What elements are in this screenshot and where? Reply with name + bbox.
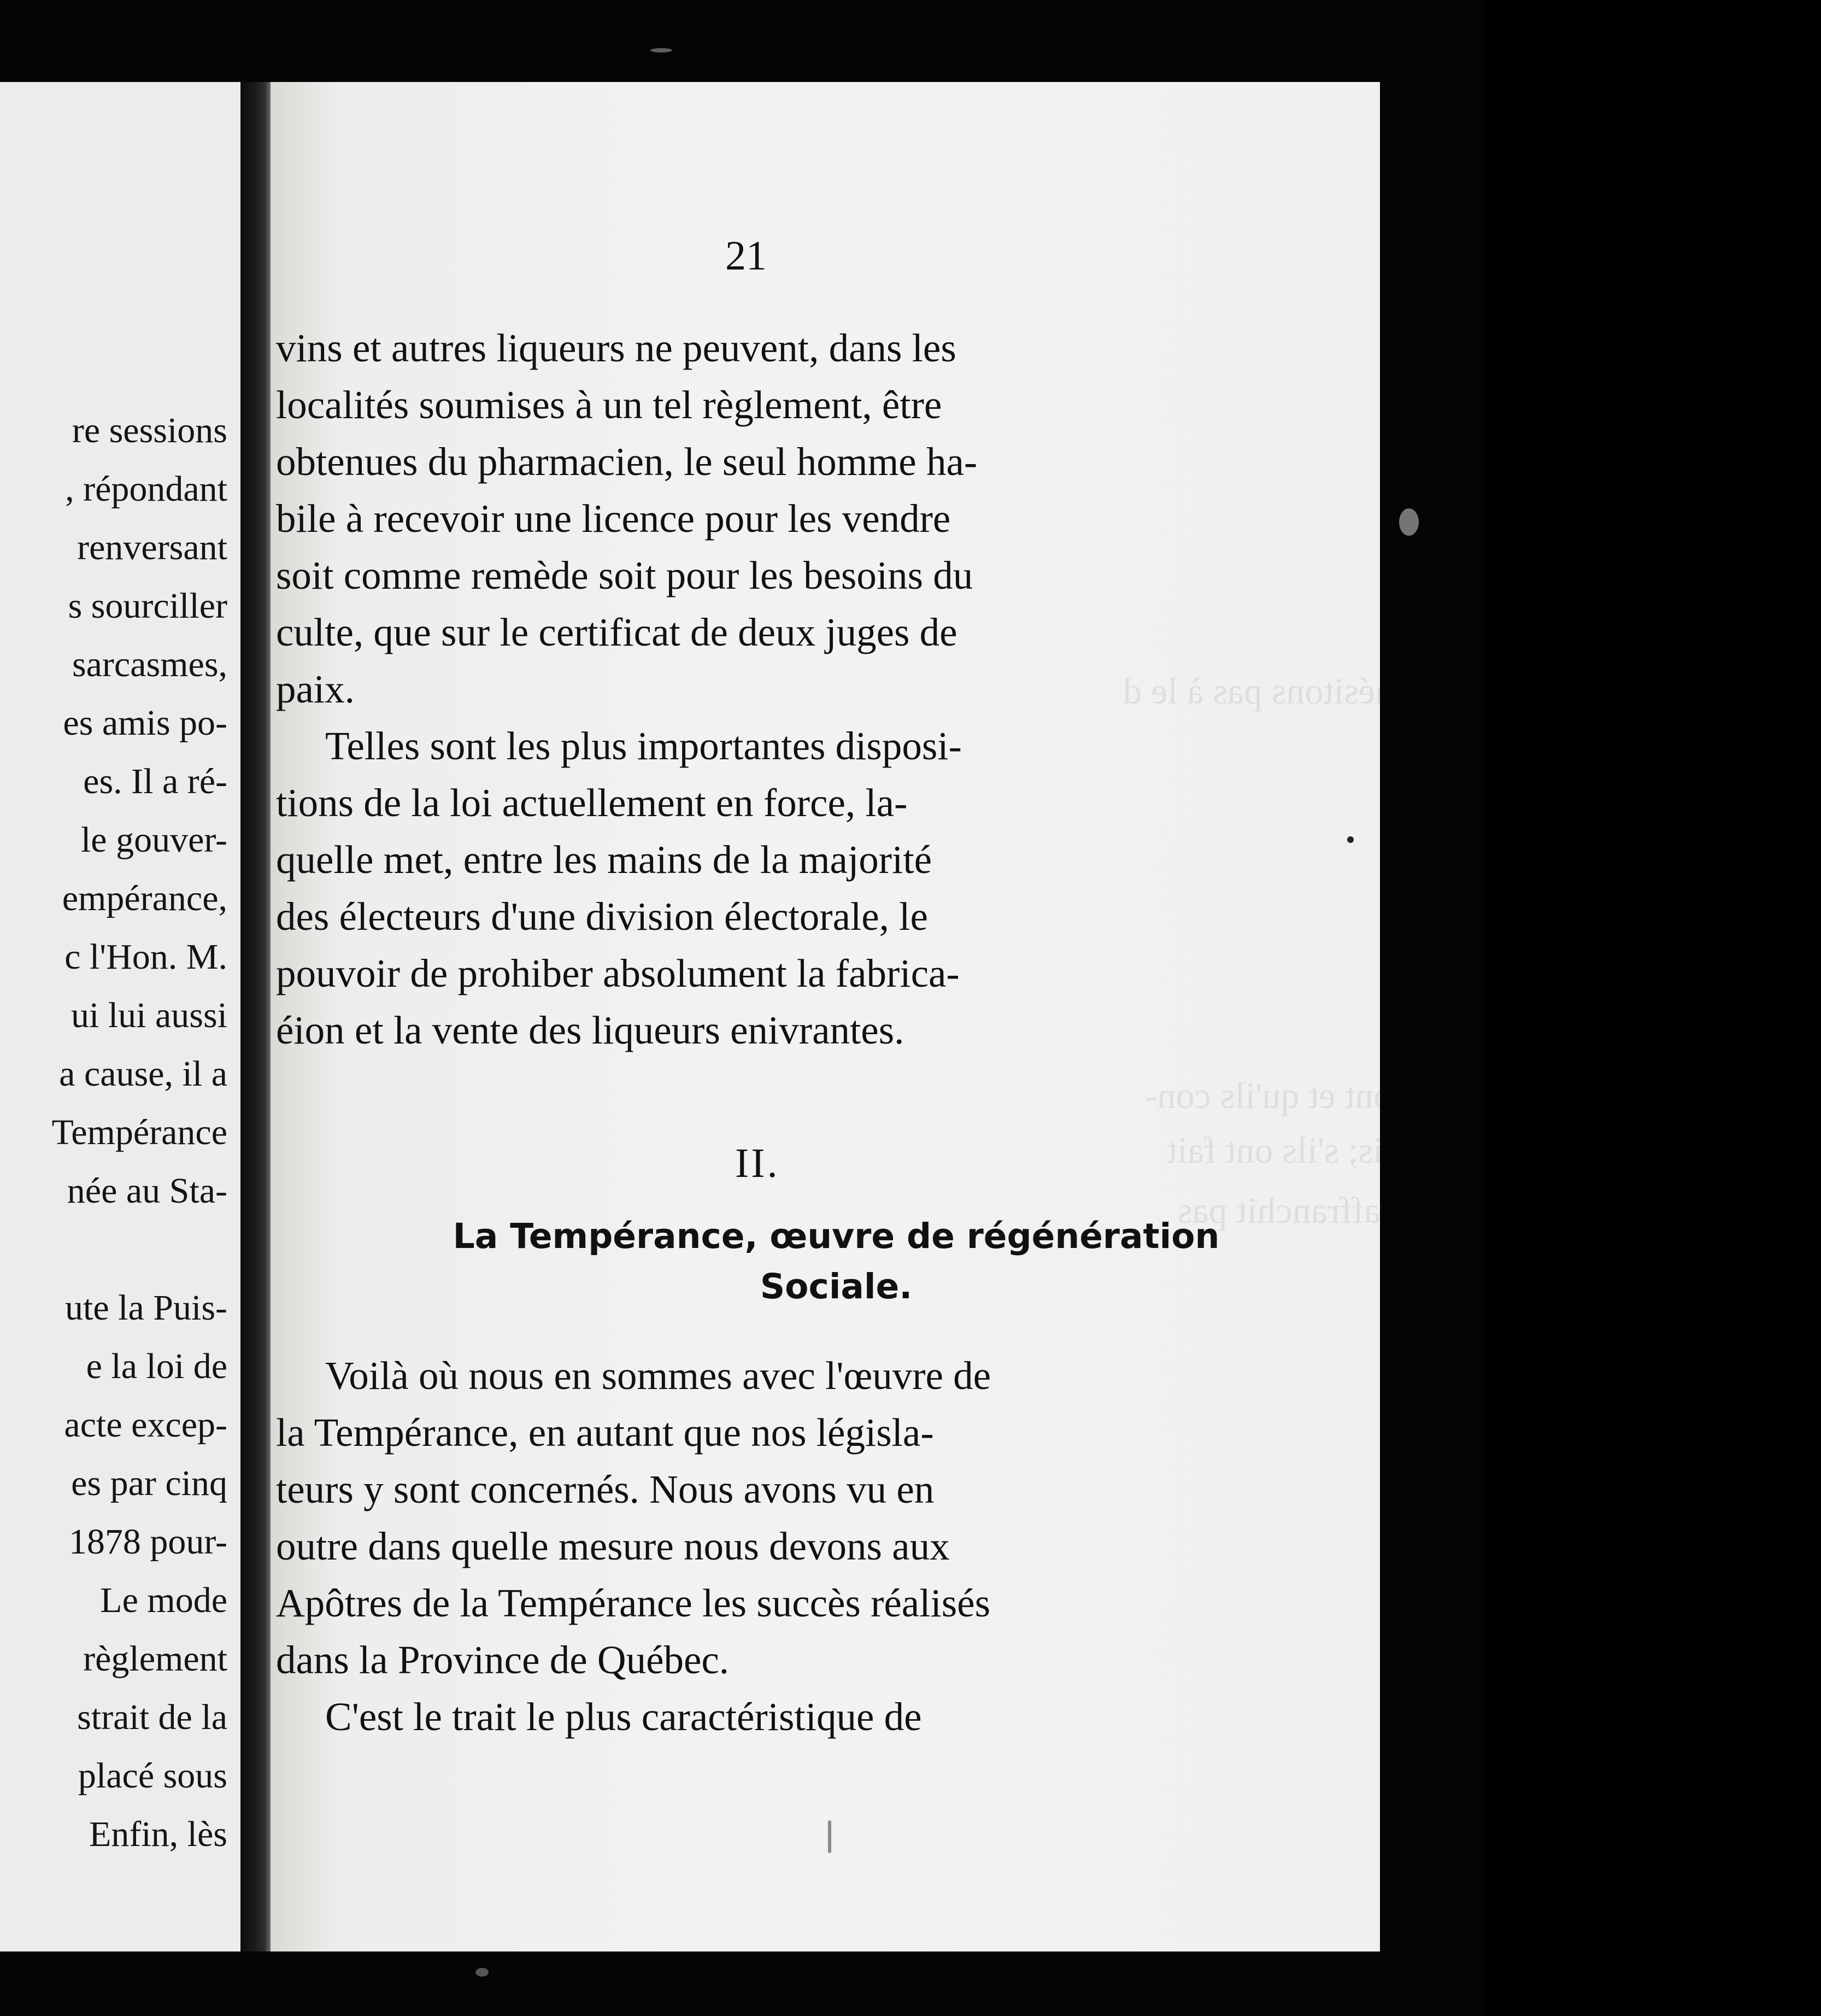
body-line: bile à recevoir une licence pour les vendre (276, 496, 951, 541)
body-line: paix. (276, 667, 355, 711)
right-page (271, 82, 1821, 1951)
left-line: s sourciller (68, 586, 227, 626)
scan-speck (828, 1820, 831, 1853)
left-line: sarcasmes, (72, 644, 227, 684)
body-line: soit comme remède soit pour les besoins du (276, 553, 973, 597)
left-line: acte excep- (64, 1405, 227, 1445)
body-line: dans la Province de Québec. (276, 1638, 730, 1682)
bleed-through-text: leur devoir, en un mot, cela n'affranchit pas (1178, 1189, 1821, 1231)
body-line: vins et autres liqueurs ne peuvent, dans les (276, 326, 956, 370)
body-line: éion et la vente des liqueurs enivrantes. (276, 1008, 904, 1052)
body-line: pouvoir de prohiber absolument la fabrica- (276, 951, 960, 995)
left-line: re sessions (72, 411, 227, 450)
left-line: es. Il a ré- (83, 761, 227, 801)
left-line: règlement (83, 1639, 227, 1679)
left-line: Le mode (100, 1580, 227, 1620)
left-line: ui lui aussi (71, 995, 227, 1035)
section-title-continued: Sociale. (760, 1267, 913, 1306)
left-line: strait de la (77, 1697, 227, 1737)
page-number: 21 (725, 233, 767, 279)
left-line: es amis po- (63, 703, 227, 743)
body-line: la Tempérance, en autant que nos législa- (276, 1410, 934, 1455)
left-line: , répondant (65, 469, 227, 509)
bleed-through-text: garantie qu'ils la continueront et qu'ils con- (1145, 1075, 1786, 1116)
left-line: c l'Hon. M. (64, 937, 227, 977)
book-gutter-shadow (240, 82, 271, 1951)
bleed-through-text: Province. Nous n'hésitons pas à le d (1123, 670, 1658, 712)
left-line: née au Sta- (67, 1171, 227, 1211)
left-line: e la loi de (86, 1346, 227, 1386)
scan-speck (1399, 508, 1419, 536)
section-title: La Tempérance, œuvre de régénération (453, 1216, 1220, 1256)
body-line: teurs y sont concernés. Nous avons vu en (276, 1467, 935, 1511)
left-line: le gouver- (80, 820, 227, 860)
left-line: placé sous (78, 1756, 227, 1796)
body-line: outre dans quelle mesure nous devons aux (276, 1524, 950, 1568)
body-line: quelle met, entre les mains de la majorité (276, 837, 932, 882)
left-line: renversant (77, 528, 227, 567)
body-line: Apôtres de la Tempérance les succès réalisés (276, 1581, 990, 1625)
body-line: localités soumises à un tel règlement, être (276, 383, 942, 427)
body-line: Telles sont les plus importantes disposi- (325, 724, 962, 768)
left-line: empérance, (62, 878, 227, 918)
left-line: 1878 pour- (68, 1522, 227, 1562)
left-page-fragment (0, 82, 240, 1951)
left-line: es par cinq (71, 1463, 227, 1503)
body-line: C'est le trait le plus caractéristique de (325, 1695, 922, 1739)
body-line: culte, que sur le certificat de deux juges de (276, 610, 958, 654)
section-number: II. (735, 1140, 780, 1186)
left-line: ute la Puis- (65, 1288, 227, 1328)
scan-speck (475, 1968, 489, 1977)
scan-speck (1347, 836, 1354, 843)
left-line: Tempérance (51, 1112, 227, 1152)
bleed-through-text: serveront le terrain conquis; s'ils ont fait (1167, 1129, 1764, 1171)
body-line: des électeurs d'une division électorale, le (276, 894, 928, 939)
body-line: obtenues du pharmacien, le seul homme ha- (276, 439, 978, 484)
left-line: a cause, il a (59, 1054, 227, 1094)
body-line: Voilà où nous en sommes avec l'œuvre de (325, 1353, 991, 1398)
body-line: tions de la loi actuellement en force, la- (276, 781, 908, 825)
left-line: Enfin, lès (89, 1814, 227, 1854)
scan-speck (650, 48, 672, 52)
